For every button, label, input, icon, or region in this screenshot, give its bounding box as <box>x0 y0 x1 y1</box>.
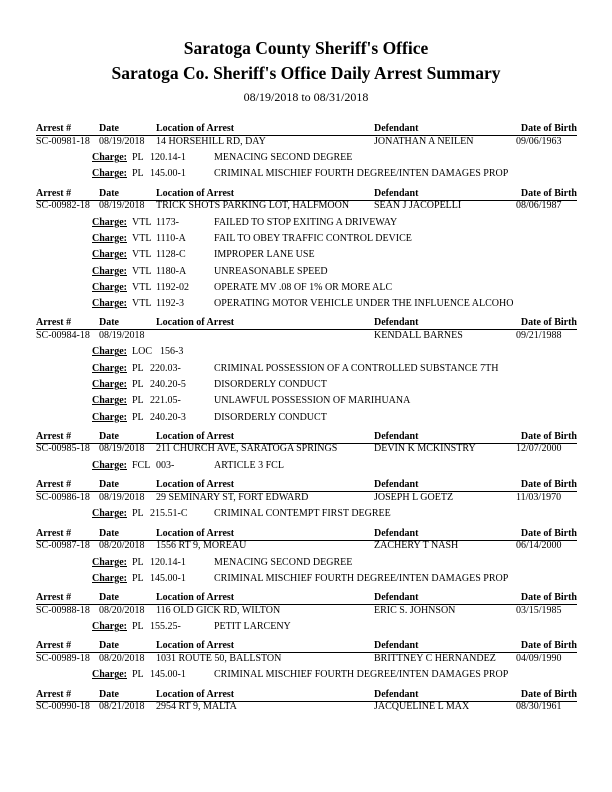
charge-label: Charge: <box>92 249 127 261</box>
col-defendant-header: Defendant <box>374 688 419 700</box>
col-defendant-header: Defendant <box>374 123 419 134</box>
charge-law-code: VTL <box>132 265 152 277</box>
col-arrest-header: Arrest # <box>36 640 72 652</box>
arrest-date: 08/21/2018 <box>99 701 145 713</box>
charge-description: PETIT LARCENY <box>214 621 291 633</box>
charge-label: Charge: <box>92 572 127 584</box>
col-dob-header: Date of Birth <box>520 187 577 199</box>
charge-label: Charge: <box>92 232 127 244</box>
charge-label: Charge: <box>92 379 127 390</box>
col-location-header: Location of Arrest <box>156 430 235 442</box>
charge-law-code: PL <box>132 572 144 584</box>
date-of-birth: 11/03/1970 <box>516 491 562 503</box>
col-dob-header: Date of Birth <box>520 688 577 700</box>
charge-description: FAILED TO STOP EXITING A DRIVEWAY <box>214 216 398 228</box>
charge-label: Charge: <box>92 411 127 423</box>
charge-section: 156-3 <box>160 346 184 358</box>
arrest-location: 116 OLD GICK RD, WILTON <box>156 604 281 616</box>
col-arrest-header: Arrest # <box>36 123 72 134</box>
col-date-header: Date <box>99 527 119 539</box>
date-of-birth: 09/06/1963 <box>516 135 562 147</box>
charge-label: Charge: <box>92 362 127 374</box>
col-dob-header: Date of Birth <box>520 640 577 652</box>
col-date-header: Date <box>99 640 119 652</box>
charge-description: ARTICLE 3 FCL <box>214 459 284 471</box>
office-title: Saratoga County Sheriff's Office <box>183 38 429 58</box>
col-date-header: Date <box>99 187 119 199</box>
charge-row <box>0 168 612 180</box>
charge-section: 145.00-1 <box>150 669 186 681</box>
arrest-number: SC-00988-18 <box>36 604 90 616</box>
charge-label: Charge: <box>92 621 127 633</box>
arrest-location: 2954 RT 9, MALTA <box>156 701 237 713</box>
arrest-location: 1031 ROUTE 50, BALLSTON <box>156 652 282 664</box>
charge-description: CRIMINAL POSSESSION OF A CONTROLLED SUBSTANCE 7TH <box>214 362 499 374</box>
charge-section: 120.14-1 <box>150 556 186 568</box>
charge-section: 215.51-C <box>150 508 188 520</box>
arrest-location: 14 HORSEHILL RD, DAY <box>156 135 266 147</box>
col-date-header: Date <box>99 592 119 604</box>
arrest-date: 08/19/2018 <box>99 200 145 212</box>
col-date-header: Date <box>99 317 119 329</box>
date-of-birth: 08/06/1987 <box>516 200 562 212</box>
defendant-name: JONATHAN A NEILEN <box>374 135 474 147</box>
charge-section: 240.20-5 <box>150 379 186 390</box>
arrest-number: SC-00986-18 <box>36 491 90 503</box>
date-of-birth: 08/30/1961 <box>516 701 562 713</box>
arrest-number: SC-00985-18 <box>36 443 90 455</box>
arrest-row <box>36 492 577 504</box>
charge-label: Charge: <box>92 395 127 407</box>
col-location-header: Location of Arrest <box>156 187 235 199</box>
col-defendant-header: Defendant <box>374 592 419 604</box>
arrest-date: 08/20/2018 <box>99 604 145 616</box>
col-defendant-header: Defendant <box>374 430 419 442</box>
defendant-name: JACQUELINE L MAX <box>374 701 470 713</box>
charge-label: Charge: <box>92 508 127 520</box>
charge-section: 1128-C <box>156 249 186 261</box>
defendant-name: DEVIN K MCKINSTRY <box>374 443 476 455</box>
charge-row <box>0 669 612 681</box>
column-header-row <box>36 189 577 201</box>
column-header-row <box>36 593 577 605</box>
col-defendant-header: Defendant <box>374 317 419 329</box>
col-location-header: Location of Arrest <box>156 317 235 329</box>
col-dob-header: Date of Birth <box>520 592 577 604</box>
charge-law-code: PL <box>132 395 144 407</box>
col-date-header: Date <box>99 123 119 134</box>
charge-description: CRIMINAL CONTEMPT FIRST DEGREE <box>214 508 391 520</box>
column-header-row <box>36 432 577 444</box>
column-header-row <box>36 480 577 492</box>
charge-row <box>0 395 612 407</box>
charge-section: 1180-A <box>156 265 187 277</box>
charge-row <box>0 217 612 229</box>
charge-row <box>0 282 612 294</box>
arrest-date: 08/20/2018 <box>99 540 145 551</box>
col-dob-header: Date of Birth <box>520 527 577 539</box>
charge-description: FAIL TO OBEY TRAFFIC CONTROL DEVICE <box>214 232 412 244</box>
charge-row <box>0 233 612 245</box>
charge-description: CRIMINAL MISCHIEF FOURTH DEGREE/INTEN DAMAGES PROP <box>214 572 509 584</box>
charge-row <box>0 249 612 261</box>
arrest-row <box>36 605 577 617</box>
charge-label: Charge: <box>92 216 127 228</box>
charge-section: 145.00-1 <box>150 572 186 584</box>
col-arrest-header: Arrest # <box>36 592 72 604</box>
col-dob-header: Date of Birth <box>520 430 577 442</box>
arrest-number: SC-00987-18 <box>36 540 90 551</box>
charge-description: OPERATING MOTOR VEHICLE UNDER THE INFLUENCE ALCOHO <box>214 298 514 310</box>
arrest-date: 08/19/2018 <box>99 491 145 503</box>
charge-description: MENACING SECOND DEGREE <box>214 152 353 163</box>
col-arrest-header: Arrest # <box>36 527 72 539</box>
arrest-row <box>36 701 577 713</box>
charge-label: Charge: <box>92 556 127 568</box>
charge-section: 1192-02 <box>156 281 189 293</box>
charge-row <box>0 379 612 391</box>
charge-section: 220.03- <box>150 362 181 374</box>
arrest-date: 08/19/2018 <box>99 135 145 147</box>
charge-row <box>0 508 612 520</box>
defendant-name: ERIC S. JOHNSON <box>374 604 456 616</box>
charge-row <box>0 557 612 569</box>
charge-row <box>0 152 612 164</box>
col-location-header: Location of Arrest <box>156 527 235 539</box>
charge-law-code: PL <box>132 152 144 163</box>
arrest-row <box>36 443 577 455</box>
charge-description: UNREASONABLE SPEED <box>214 265 328 277</box>
arrest-location: 211 CHURCH AVE, SARATOGA SPRINGS <box>156 443 338 455</box>
col-defendant-header: Defendant <box>374 640 419 652</box>
charge-section: 1192-3 <box>156 298 184 310</box>
date-range: 08/19/2018 to 08/31/2018 <box>243 90 369 104</box>
charge-law-code: PL <box>132 411 144 423</box>
defendant-name: KENDALL BARNES <box>374 329 463 341</box>
arrest-number: SC-00982-18 <box>36 200 90 212</box>
col-arrest-header: Arrest # <box>36 317 72 329</box>
column-header-row <box>36 318 577 330</box>
col-dob-header: Date of Birth <box>520 317 577 329</box>
arrest-row <box>36 330 577 342</box>
defendant-name: SEAN J JACOPELLI <box>374 200 462 212</box>
arrest-location: 1556 RT 9, MOREAU <box>156 540 247 551</box>
column-header-row <box>36 690 577 702</box>
arrest-date: 08/19/2018 <box>99 329 145 341</box>
col-location-header: Location of Arrest <box>156 688 235 700</box>
arrest-number: SC-00989-18 <box>36 652 90 664</box>
col-location-header: Location of Arrest <box>156 123 235 134</box>
charge-section: 221.05- <box>150 395 181 407</box>
charge-law-code: VTL <box>132 249 152 261</box>
charge-label: Charge: <box>92 669 127 681</box>
charge-row <box>0 298 612 310</box>
col-defendant-header: Defendant <box>374 479 419 491</box>
column-header-row <box>36 124 577 136</box>
report-title: Saratoga Co. Sheriff's Office Daily Arrest Summary <box>111 63 501 83</box>
arrest-number: SC-00981-18 <box>36 135 90 147</box>
col-arrest-header: Arrest # <box>36 430 72 442</box>
charge-description: MENACING SECOND DEGREE <box>214 556 353 568</box>
col-location-header: Location of Arrest <box>156 592 235 604</box>
col-date-header: Date <box>99 688 119 700</box>
charge-row <box>0 412 612 424</box>
arrest-row <box>36 540 577 552</box>
arrest-date: 08/19/2018 <box>99 443 145 455</box>
charge-label: Charge: <box>92 281 127 293</box>
date-of-birth: 12/07/2000 <box>516 443 562 455</box>
charge-section: 1173- <box>156 216 179 228</box>
charge-label: Charge: <box>92 346 127 358</box>
arrest-row <box>36 653 577 665</box>
charge-law-code: PL <box>132 556 144 568</box>
date-of-birth: 06/14/2000 <box>516 540 562 551</box>
arrest-number: SC-00984-18 <box>36 329 90 341</box>
charge-law-code: VTL <box>132 281 152 293</box>
charge-row <box>0 460 612 472</box>
charge-law-code: PL <box>132 379 144 390</box>
arrest-location: TRICK SHOTS PARKING LOT, HALFMOON <box>156 200 350 212</box>
date-of-birth: 09/21/1988 <box>516 329 562 341</box>
arrest-location: 29 SEMINARY ST, FORT EDWARD <box>156 491 309 503</box>
charge-section: 240.20-3 <box>150 411 186 423</box>
col-dob-header: Date of Birth <box>520 479 577 491</box>
col-date-header: Date <box>99 479 119 491</box>
charge-section: 145.00-1 <box>150 168 186 180</box>
charge-description: UNLAWFUL POSSESSION OF MARIHUANA <box>214 395 411 407</box>
charge-row <box>0 573 612 585</box>
charge-label: Charge: <box>92 152 127 163</box>
defendant-name: JOSEPH L GOETZ <box>374 491 454 503</box>
col-dob-header: Date of Birth <box>520 123 577 134</box>
column-header-row <box>36 529 577 541</box>
charge-label: Charge: <box>92 459 127 471</box>
charge-label: Charge: <box>92 265 127 277</box>
column-header-row <box>36 641 577 653</box>
arrest-row <box>36 200 577 212</box>
charge-description: IMPROPER LANE USE <box>214 249 315 261</box>
charge-law-code: PL <box>132 508 144 520</box>
charge-row <box>0 266 612 278</box>
charge-law-code: PL <box>132 621 144 633</box>
col-location-header: Location of Arrest <box>156 479 235 491</box>
defendant-name: ZACHERY T NASH <box>374 540 459 551</box>
date-of-birth: 03/15/1985 <box>516 604 562 616</box>
charge-description: OPERATE MV .08 OF 1% OR MORE ALC <box>214 281 393 293</box>
charge-law-code: VTL <box>132 216 152 228</box>
charge-law-code: PL <box>132 669 144 681</box>
col-defendant-header: Defendant <box>374 527 419 539</box>
arrest-date: 08/20/2018 <box>99 652 145 664</box>
date-of-birth: 04/09/1990 <box>516 652 562 664</box>
charge-description: CRIMINAL MISCHIEF FOURTH DEGREE/INTEN DAMAGES PROP <box>214 669 509 681</box>
charge-law-code: LOC <box>132 346 152 358</box>
charge-law-code: VTL <box>132 298 152 310</box>
charge-description: CRIMINAL MISCHIEF FOURTH DEGREE/INTEN DAMAGES PROP <box>214 168 509 180</box>
col-arrest-header: Arrest # <box>36 187 72 199</box>
charge-law-code: FCL <box>132 459 151 471</box>
col-location-header: Location of Arrest <box>156 640 235 652</box>
arrest-row <box>36 136 577 148</box>
charge-label: Charge: <box>92 298 127 310</box>
charge-row <box>0 621 612 633</box>
col-date-header: Date <box>99 430 119 442</box>
charge-section: 155.25- <box>150 621 181 633</box>
arrest-number: SC-00990-18 <box>36 701 90 713</box>
col-arrest-header: Arrest # <box>36 688 72 700</box>
charge-label: Charge: <box>92 168 127 180</box>
charge-row <box>0 363 612 375</box>
col-defendant-header: Defendant <box>374 187 419 199</box>
charge-description: DISORDERLY CONDUCT <box>214 379 327 390</box>
col-arrest-header: Arrest # <box>36 479 72 491</box>
charge-row <box>0 346 612 358</box>
charge-section: 1110-A <box>156 232 186 244</box>
charge-law-code: PL <box>132 362 144 374</box>
charge-section: 120.14-1 <box>150 152 186 163</box>
charge-description: DISORDERLY CONDUCT <box>214 411 327 423</box>
charge-law-code: PL <box>132 168 144 180</box>
charge-law-code: VTL <box>132 232 152 244</box>
defendant-name: BRITTNEY C HERNANDEZ <box>374 652 496 664</box>
charge-section: 003- <box>156 459 175 471</box>
